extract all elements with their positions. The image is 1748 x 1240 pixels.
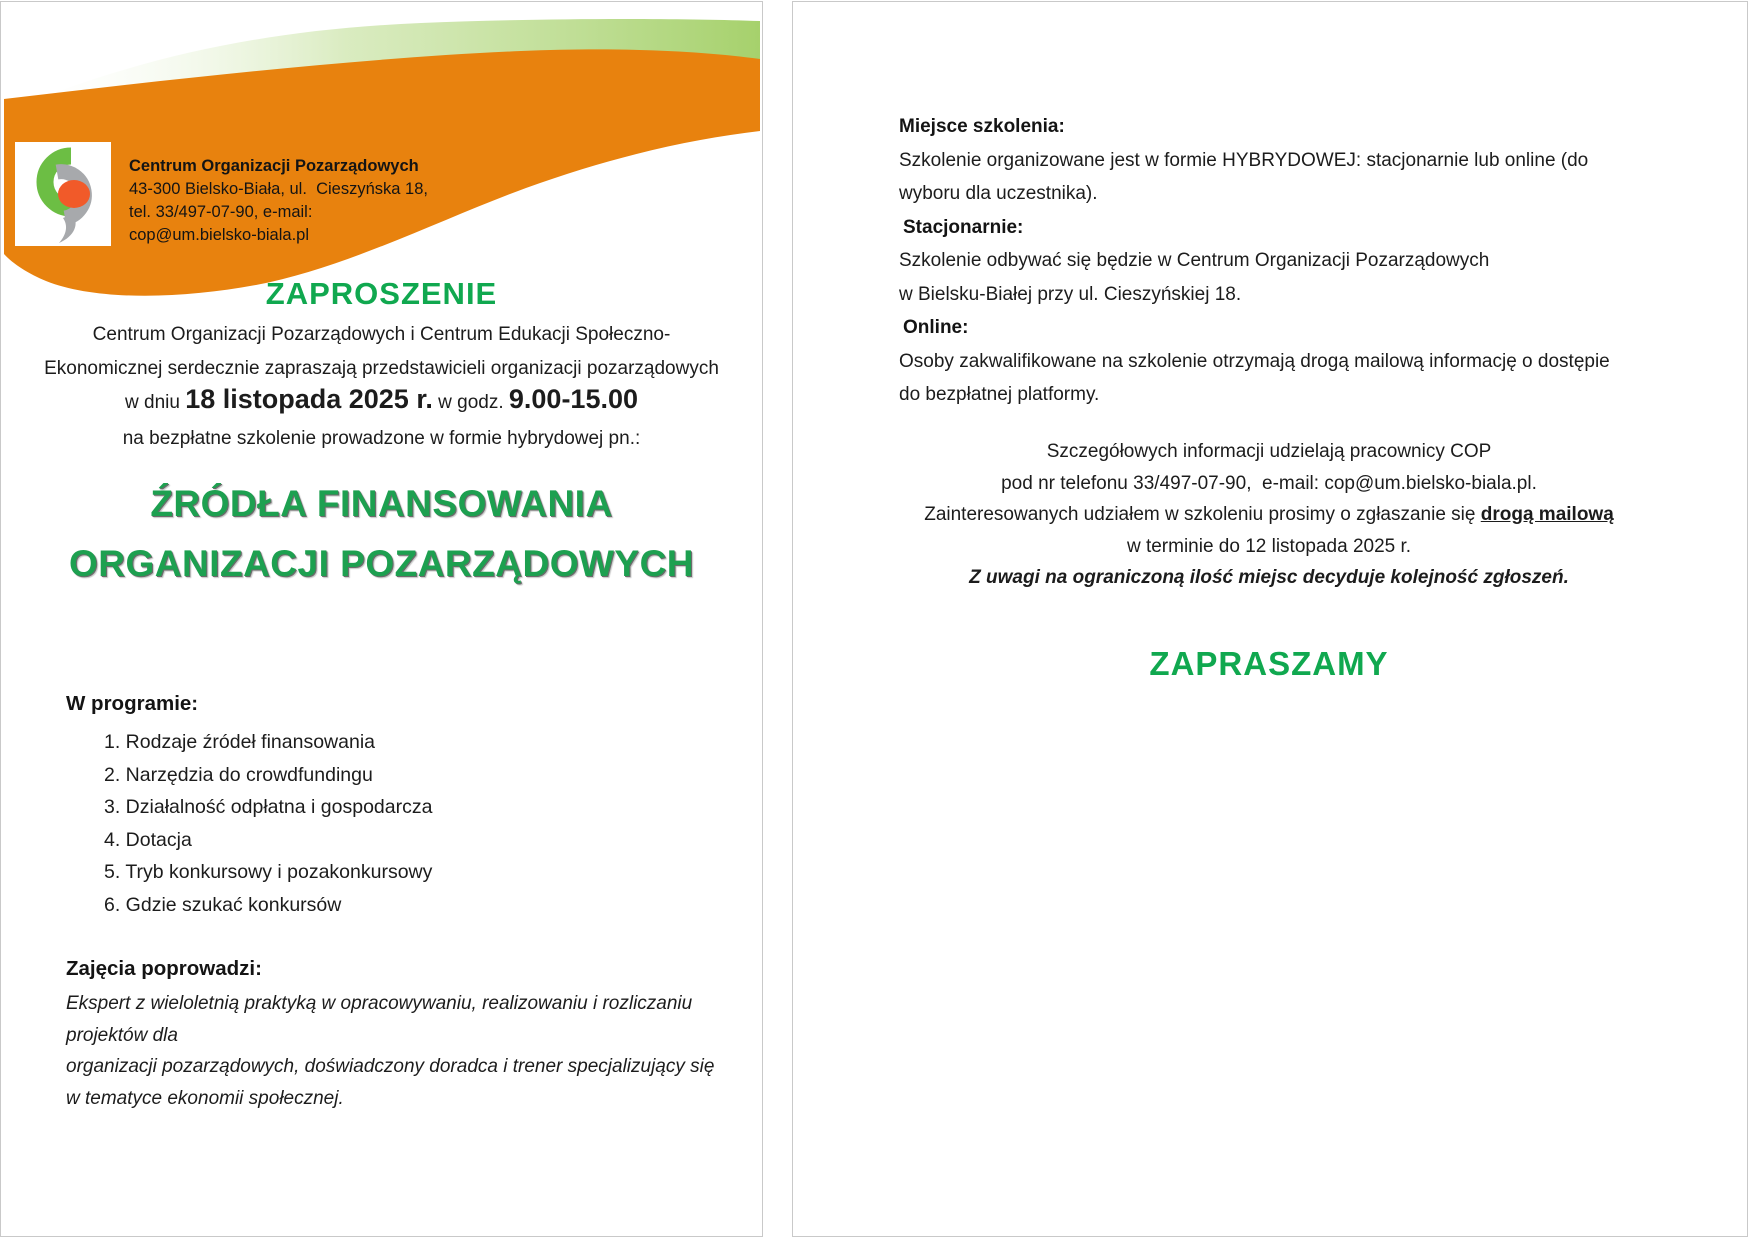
online-line-1: Osoby zakwalifikowane na szkolenie otrzymają drogą mailową informację o dostępie [899,350,1610,372]
trainer-description [66,988,726,1114]
contact-name: Centrum Organizacji Pozarządowych [129,157,419,175]
info-line-1: Szczegółowych informacji udzielają pracownicy COP [1046,441,1492,462]
contact-block [129,155,429,247]
trainer-line-1: Ekspert z wieloletnią praktyką w opracowywaniu, realizowaniu i rozliczaniu projektów dla [66,993,693,1046]
stationary-line-1: Szkolenie odbywać się będzie w Centrum Organizacji Pozarządowych [899,250,1490,271]
info-line-3 [899,499,1639,531]
trainer-line-3: w tematyce ekonomii społecznej. [66,1087,344,1109]
training-line: na bezpłatne szkolenie prowadzone w formie hybrydowej pn.: [122,428,641,449]
intro-line-2: Ekonomicznej serdecznie zapraszają przedstawicieli organizacji pozarządowych [44,358,719,379]
info-line-3-text: Zainteresowanych udziałem w szkoleniu prosimy o zgłaszanie się [924,504,1481,525]
program-item: 3. Działalność odpłatna i gospodarcza [104,796,433,819]
logo-orange-dot-icon [58,180,90,208]
page-right [792,1,1748,1237]
online-heading: Online: [903,317,969,338]
info-line-4: w terminie do 12 listopada 2025 r. [1126,535,1412,557]
program-heading: W programie: [66,692,199,715]
stationary-heading: Stacjonarnie: [903,216,1024,238]
main-title-line-1: ŹRÓDŁA FINANSOWANIA [150,483,613,524]
stationary-line-2: w Bielsku-Białej przy ul. Cieszyńskiej 18. [899,283,1242,305]
date-prefix: w dniu [125,392,186,413]
location-line-1: Szkolenie organizowane jest w formie HYBRYDOWEJ: stacjonarnie lub online (do [899,149,1589,171]
program-item: 1. Rodzaje źródeł finansowania [104,731,376,753]
contact-address: 43-300 Bielsko-Biała, ul. Cieszyńska 18, [129,180,428,198]
program-item: 4. Dotacja [104,828,192,851]
closing-heading: ZAPRASZAMY [1149,645,1389,682]
program-item: 5. Tryb konkursowy i pozakonkursowy [104,861,433,884]
info-line-5: Z uwagi na ograniczoną ilość miejsc decyduje kolejność zgłoszeń. [969,567,1569,588]
contact-email: cop@um.bielsko-biala.pl [129,226,310,244]
date-value: 18 listopada 2025 r. [185,384,433,414]
program-list [104,726,432,922]
info-line-3-emphasis: drogą mailową [1480,504,1614,525]
trainer-heading: Zajęcia poprowadzi: [66,957,262,980]
online-line-2: do bezpłatnej platformy. [899,384,1100,405]
intro-paragraph [1,318,762,386]
logo-gray-tail-icon [59,214,76,243]
time-value: 9.00-15.00 [508,384,638,414]
time-prefix: w godz. [432,392,509,413]
page-left [0,1,763,1237]
date-time-line [1,384,762,415]
location-line-2: wyboru dla uczestnika). [899,183,1098,204]
intro-line-1: Centrum Organizacji Pozarządowych i Centrum Edukacji Społeczno- [92,324,671,345]
trainer-line-2: organizacji pozarządowych, doświadczony doradca i trener specjalizujący się [66,1056,715,1077]
info-line-2: pod nr telefonu 33/497-07-90, e-mail: cop@um.bielsko-biala.pl. [1001,472,1537,494]
location-heading: Miejsce szkolenia: [899,116,1065,137]
registration-info-block [899,436,1639,594]
main-title-line-2: ORGANIZACJI POZARZĄDOWYCH [68,543,695,584]
invitation-heading: ZAPROSZENIE [265,276,498,311]
program-item: 6. Gdzie szukać konkursów [104,893,342,916]
cop-logo [15,142,111,246]
main-title [1,474,762,594]
contact-phone: tel. 33/497-07-90, e-mail: [129,203,313,221]
program-item: 2. Narzędzia do crowdfundingu [104,763,373,786]
training-details-block [899,110,1679,412]
